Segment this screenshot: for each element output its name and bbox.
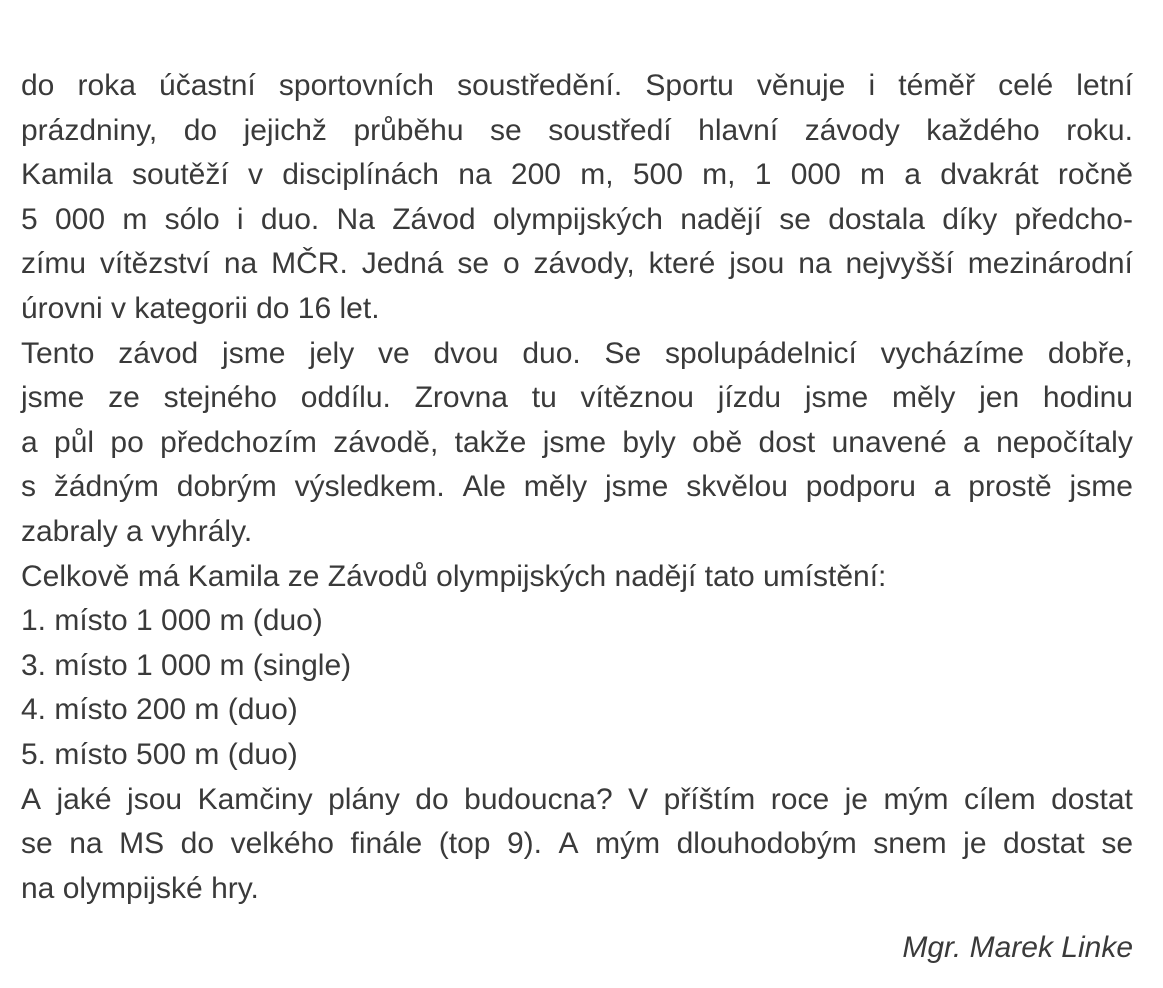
text-line: prázdniny, do jejichž průběhu se soustředí hlavní závody každého roku.: [21, 113, 1133, 147]
text-line: 5 000 m sólo i duo. Na Závod olympijských nadějí se dostala díky předcho-: [21, 202, 1133, 236]
text-line: s žádným dobrým výsledkem. Ale měly jsme skvělou podporu a prostě jsme: [21, 470, 1133, 504]
result-item: 1. místo 1 000 m (duo): [21, 604, 323, 638]
text-line: do roka účastní sportovních soustředění. Sportu věnuje i téměř celé letní: [21, 69, 1133, 102]
text-line: Tento závod jsme jely ve dvou duo. Se spolupádelnicí vycházíme dobře,: [21, 336, 1133, 370]
text-line: jsme ze stejného oddílu. Zrovna tu vítěznou jízdu jsme měly jen hodinu: [21, 381, 1133, 415]
result-item: 4. místo 200 m (duo): [21, 693, 298, 727]
result-item: 3. místo 1 000 m (single): [21, 648, 352, 682]
text-line: a půl po předchozím závodě, takže jsme byly obě dost unavené a nepočítaly: [21, 425, 1133, 459]
results-list: [21, 599, 1133, 777]
paragraph-race-story: [21, 332, 1133, 555]
text-line: na olympijské hry.: [21, 871, 259, 905]
result-item: 5. místo 500 m (duo): [21, 737, 298, 771]
results-intro: Celkově má Kamila ze Závodů olympijských nadějí tato umístění:: [21, 559, 887, 593]
article-body: [21, 64, 1133, 911]
text-line: A jaké jsou Kamčiny plány do budoucna? V příštím roce je mým cílem dostat: [21, 782, 1133, 816]
text-line: se na MS do velkého finále (top 9). A mým dlouhodobým snem je dostat se: [21, 827, 1133, 861]
paragraph-future-plans: [21, 778, 1133, 912]
paragraph-training: [21, 64, 1133, 332]
text-line: Kamila soutěží v disciplínách na 200 m, 500 m, 1 000 m a dvakrát ročně: [21, 158, 1133, 192]
text-line: úrovni v kategorii do 16 let.: [21, 291, 380, 325]
text-line: zabraly a vyhrály.: [21, 514, 253, 548]
text-line: zímu vítězství na MČR. Jedná se o závody, které jsou na nejvyšší mezinárodní: [21, 247, 1133, 281]
author-signature: Mgr. Marek Linke: [902, 931, 1133, 964]
